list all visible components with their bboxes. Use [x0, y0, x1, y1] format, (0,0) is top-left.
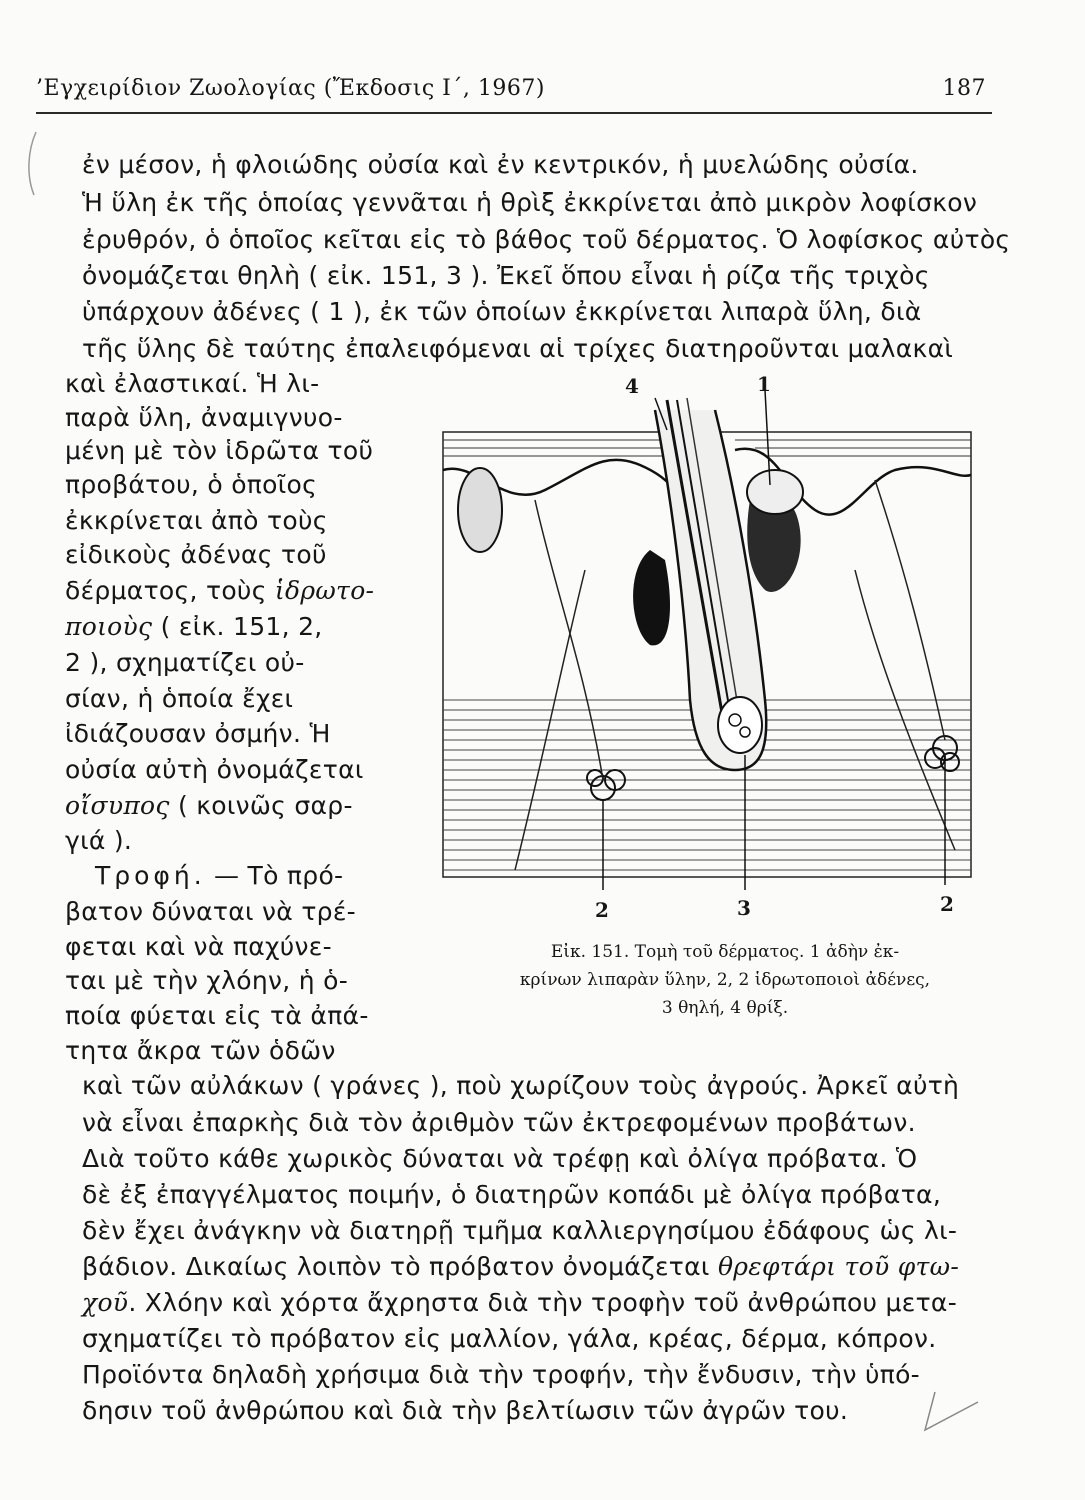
text-line: δὲν ἔχει ἀνάγκην νὰ διατηρῇ τμῆμα καλλιεργησίμου ἐδάφους ὡς λι-: [82, 1216, 958, 1245]
italic-term: θρεφτάρι τοῦ φτω-: [717, 1252, 960, 1281]
text-line: [82, 1285, 957, 1321]
text-line: φεται καὶ νὰ παχύνε-: [65, 932, 332, 961]
text-line: ται μὲ τὴν χλόην, ἡ ὁ-: [65, 966, 349, 995]
text-line: σχηματίζει τὸ πρόβατον εἰς μαλλίον, γάλα, κρέας, δέρμα, κόπρον.: [82, 1324, 937, 1353]
skin-illustration: [435, 370, 1005, 925]
text-line: εἰδικοὺς ἀδένας τοῦ: [65, 540, 327, 569]
text-line: ἐν μέσον, ἡ φλοιώδης οὐσία καὶ ἐν κεντρικόν, ἡ μυελώδης οὐσία.: [82, 150, 919, 179]
figure-caption: [460, 938, 990, 1022]
italic-term: οἴσυπος: [65, 791, 170, 820]
text-line: 2 ), σχηματίζει οὐ-: [65, 648, 305, 677]
text-span: . Χλόην καὶ χόρτα ἄχρηστα διὰ τὴν τροφὴν τοῦ ἀνθρώπου μετα-: [128, 1288, 958, 1317]
figure-label-sweat-gland-left: 2: [595, 898, 609, 922]
skin-section-figure: [435, 370, 1005, 925]
caption-line: 3 θηλή, 4 θρίξ.: [661, 998, 789, 1018]
text-line: δησιν τοῦ ἀνθρώπου καὶ διὰ τὴν βελτίωσιν τῶν ἀγρῶν του.: [82, 1396, 849, 1425]
text-line: Διὰ τοῦτο κάθε χωρικὸς δύναται νὰ τρέφῃ καὶ ὀλίγα πρόβατα. Ὁ: [82, 1144, 918, 1173]
figure-label-hair: 4: [625, 374, 639, 398]
text-line: γιά ).: [65, 826, 133, 855]
text-line: βατον δύναται νὰ τρέ-: [65, 897, 356, 926]
text-line: Ἡ ὕλη ἐκ τῆς ὁποίας γεννᾶται ἡ θρὶξ ἐκκρίνεται ἀπὸ μικρὸν λοφίσκον: [82, 188, 978, 217]
end-pencil-mark: [925, 1392, 978, 1430]
text-line: [65, 609, 395, 645]
text-line: [82, 1249, 959, 1285]
text-span: δέρματος, τοὺς: [65, 576, 275, 605]
text-line: ἐρυθρόν, ὁ ὁποῖος κεῖται εἰς τὸ βάθος τοῦ δέρματος. Ὁ λοφίσκος αὐτὸς: [82, 225, 1011, 254]
text-span: ( κοινῶς σαρ-: [169, 791, 353, 820]
text-line: ποία φύεται εἰς τὰ ἀπά-: [65, 1001, 369, 1030]
book-title: ’Εγχειρίδιον Ζωολογίας (Ἔκδοσις Ι΄, 1967): [36, 76, 545, 101]
caption-line: Εἰκ. 151. Τομὴ τοῦ δέρματος. 1 ἀδὴν ἐκ-: [550, 942, 900, 962]
text-line: μένη μὲ τὸν ἱδρῶτα τοῦ: [65, 436, 374, 465]
caption-line: κρίνων λιπαρὰν ὕλην, 2, 2 ἱδρωτοποιοὶ ἀδένες,: [519, 970, 931, 990]
text-span: — Τὸ πρό-: [205, 861, 344, 890]
italic-term: ἱδρωτο-: [274, 576, 375, 605]
text-line: οὐσία αὐτὴ ὀνομάζεται: [65, 755, 364, 784]
text-line: [95, 858, 425, 894]
italic-term: χοῦ: [82, 1288, 129, 1317]
text-line: Προϊόντα δηλαδὴ χρήσιμα διὰ τὴν τροφήν, τὴν ἔνδυσιν, τὴν ὑπό-: [82, 1360, 921, 1389]
section-heading: Τροφή.: [95, 861, 206, 890]
margin-pencil-mark: [29, 132, 36, 195]
text-span: βάδιον. Δικαίως λοιπὸν τὸ πρόβατον ὀνομάζεται: [82, 1252, 710, 1281]
figure-label-papilla: 3: [737, 896, 751, 920]
text-line: ἰδιάζουσαν ὀσμήν. Ἡ: [65, 719, 331, 748]
text-line: καὶ τῶν αὐλάκων ( γράνες ), ποὺ χωρίζουν τοὺς ἀγρούς. Ἀρκεῖ αὐτὴ: [82, 1071, 960, 1100]
text-span: ( εἰκ. 151, 2,: [152, 612, 323, 641]
text-line: παρὰ ὕλη, ἀναμιγνυο-: [65, 403, 343, 432]
text-line: [65, 788, 395, 824]
text-line: ὀνομάζεται θηλὴ ( εἰκ. 151, 3 ). Ἐκεῖ ὅπου εἶναι ἡ ρίζα τῆς τριχὸς: [82, 261, 930, 290]
page-number: 187: [942, 76, 986, 101]
text-line: τῆς ὕλης δὲ ταύτης ἐπαλειφόμεναι αἱ τρίχες διατηροῦνται μαλακαὶ: [82, 334, 954, 363]
text-line: ὑπάρχουν ἀδένες ( 1 ), ἐκ τῶν ὁποίων ἐκκρίνεται λιπαρὰ ὕλη, διὰ: [82, 297, 922, 326]
text-line: ἐκκρίνεται ἀπὸ τοὺς: [65, 506, 328, 535]
text-line: [65, 573, 395, 609]
text-line: προβάτου, ὁ ὁποῖος: [65, 470, 318, 499]
text-line: τητα ἄκρα τῶν ὁδῶν: [65, 1036, 336, 1065]
text-line: δὲ ἐξ ἐπαγγέλματος ποιμήν, ὁ διατηρῶν κοπάδι μὲ ὀλίγα πρόβατα,: [82, 1180, 942, 1209]
text-line: καὶ ἐλαστικαί. Ἡ λι-: [65, 369, 320, 398]
figure-label-sweat-gland-right: 2: [940, 892, 954, 916]
text-line: σίαν, ἡ ὁποία ἔχει: [65, 684, 294, 713]
figure-label-gland: 1: [757, 372, 771, 396]
italic-term: ποιοὺς: [65, 612, 153, 641]
running-header: [36, 72, 992, 114]
text-line: νὰ εἶναι ἐπαρκὴς διὰ τὸν ἀριθμὸν τῶν ἐκτρεφομένων προβάτων.: [82, 1108, 916, 1137]
